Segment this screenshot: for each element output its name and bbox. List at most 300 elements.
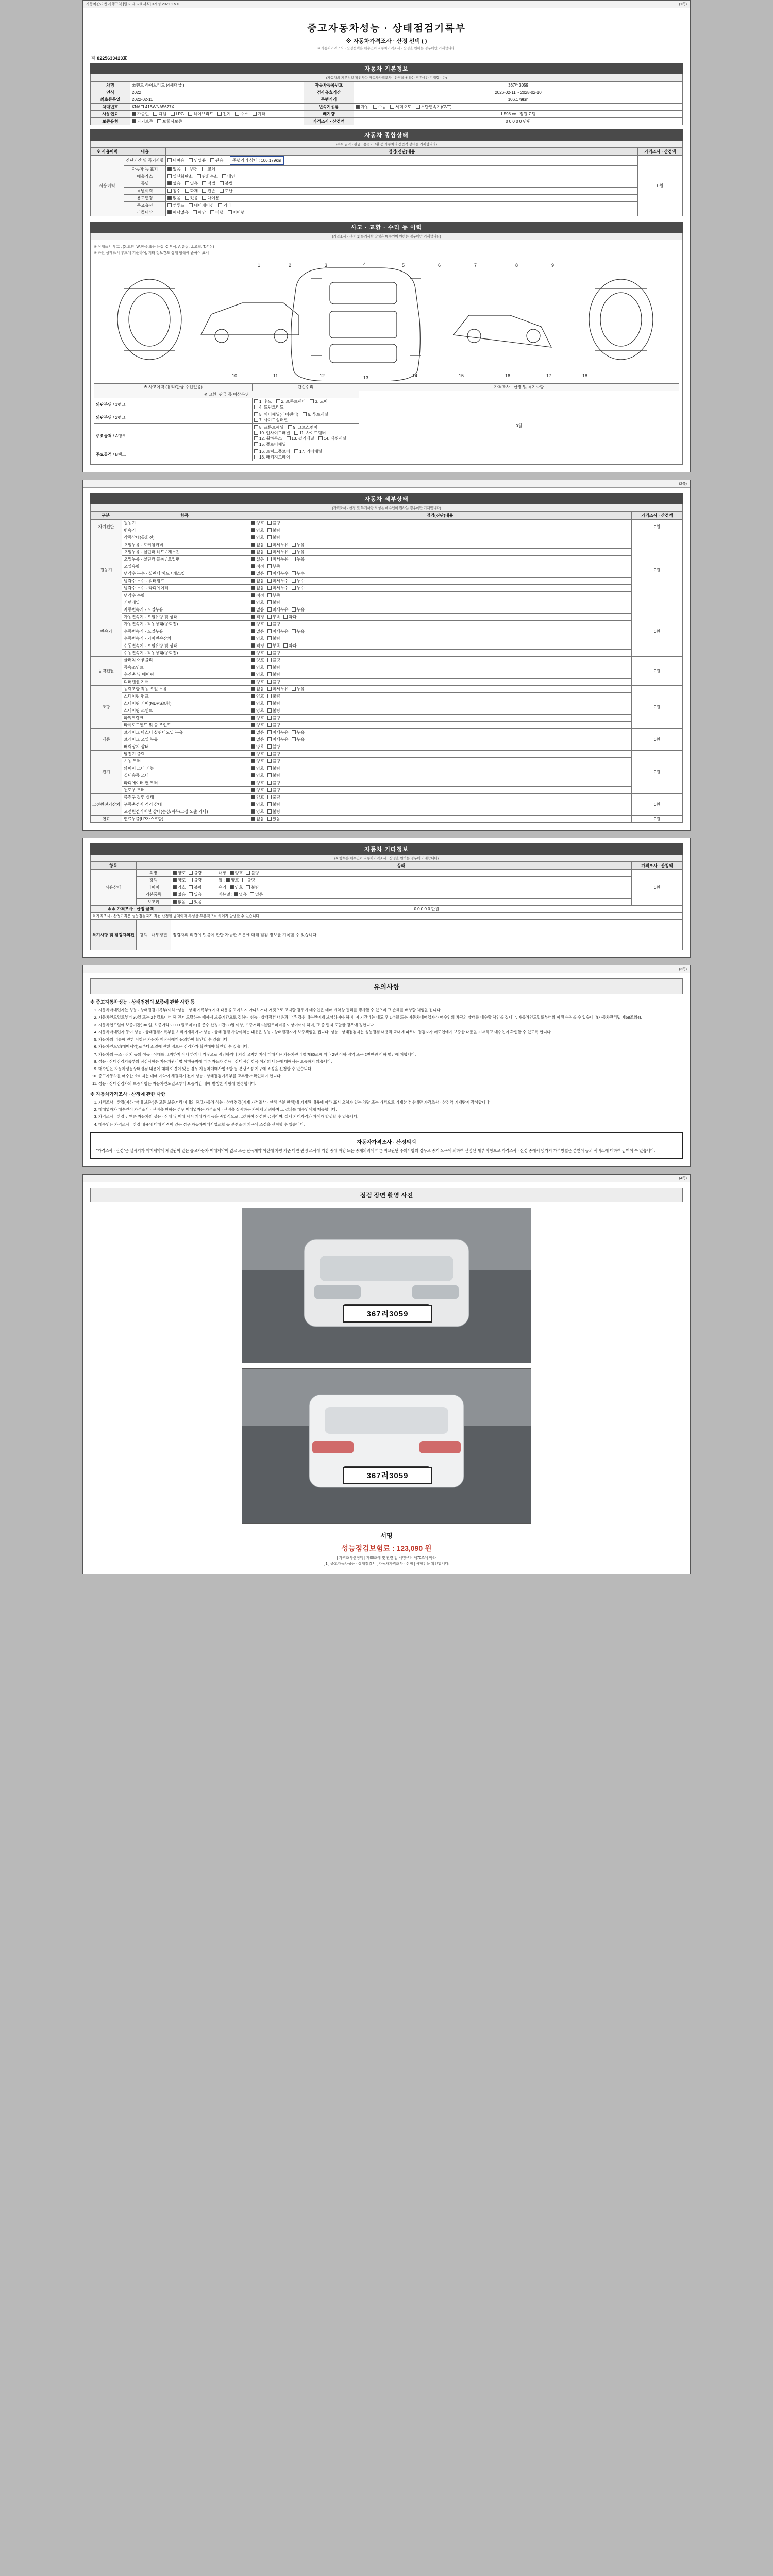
car-diagram-svg <box>94 258 679 381</box>
table-row <box>91 671 683 679</box>
etc-option[interactable]: 없음 <box>173 899 186 905</box>
detail-appraisal-value: 0원 <box>632 606 683 657</box>
detail-option[interactable]: 불량 <box>267 693 280 699</box>
detail-option[interactable]: 있음 <box>267 816 280 822</box>
detail-option[interactable]: 없음 <box>251 607 264 613</box>
detail-option[interactable]: 불량 <box>267 657 280 663</box>
opt-meter-1[interactable]: 변경 <box>185 166 198 172</box>
detail-option[interactable]: 누유 <box>292 730 305 735</box>
detail-option[interactable]: 불량 <box>267 621 280 627</box>
detail-option[interactable]: 누유 <box>292 629 305 634</box>
detail-option[interactable]: 누유 <box>292 607 305 613</box>
detail-group-label: 연료 <box>91 816 122 823</box>
inspection-photo-rear <box>242 1368 531 1524</box>
opt-purpose-2[interactable]: 대여용 <box>202 195 219 201</box>
opt-recall-2[interactable]: 이행 <box>210 210 223 215</box>
detail-option[interactable]: 양호 <box>251 621 264 627</box>
detail-option[interactable]: 양호 <box>251 657 264 663</box>
table-row <box>91 700 683 707</box>
detail-option[interactable]: 불량 <box>267 766 280 771</box>
simple-repair-label: 단순수리 <box>253 384 359 391</box>
table-row <box>91 82 683 89</box>
opt-fuel-0[interactable]: 가솔린 <box>132 111 149 117</box>
opt-history-3[interactable]: 도난 <box>220 188 232 194</box>
notice-item: 5. 자동차의 리콜에 관한 사항은 자동차 제작사에게 문의하여 확인할 수 있습니다. <box>98 1037 683 1042</box>
detail-option[interactable]: 누수 <box>292 585 305 591</box>
opt-usage-2[interactable]: 관용 <box>210 158 223 163</box>
etc-option2[interactable]: 있음 <box>250 892 263 897</box>
etc-option2[interactable]: 불량 <box>246 870 259 876</box>
table-row <box>91 779 683 787</box>
detail-appraisal-value: 0원 <box>632 686 683 729</box>
detail-option[interactable]: 미세누수 <box>267 578 289 584</box>
etc-side-label: 사용상태 <box>91 870 137 906</box>
opt-warranty-1[interactable]: 보험사보증 <box>157 118 182 124</box>
sheet3-topbar-left <box>86 968 87 971</box>
detail-appraisal-value: 0원 <box>632 657 683 686</box>
detail-option[interactable]: 없음 <box>251 686 264 692</box>
page-number-1: (1쪽) <box>679 3 687 6</box>
detail-option[interactable]: 미세누유 <box>267 556 289 562</box>
detail-option[interactable]: 양호 <box>251 715 264 721</box>
etc-total-note: ※ 가격조사 · 산정가격은 성능점검자가 직접 산정한 금액이며 특성상 부분적으로 차이가 발생할 수 있습니다. <box>91 913 683 920</box>
detail-option[interactable]: 양호 <box>251 744 264 750</box>
detail-option[interactable]: 양호 <box>251 636 264 641</box>
detail-option[interactable]: 누유 <box>292 556 305 562</box>
detail-item-options <box>249 642 632 650</box>
detail-option[interactable]: 양호 <box>251 600 264 605</box>
opt-purpose-1[interactable]: 있음 <box>185 195 198 201</box>
opt-emission-1[interactable]: 탄화수소 <box>197 174 218 179</box>
etc-option[interactable]: 있음 <box>189 892 201 897</box>
detail-option[interactable]: 불량 <box>267 650 280 656</box>
section-overall-title: 자동차 종합상태 <box>90 129 683 141</box>
detail-group-label: 조향 <box>91 686 122 729</box>
detail-item-options <box>249 679 632 686</box>
etc-option[interactable]: 양호 <box>173 870 186 876</box>
opt-recall-3[interactable]: 미이행 <box>228 210 245 215</box>
opt-fuel-6[interactable]: 기타 <box>253 111 265 117</box>
opt-tuning-3[interactable]: 불법 <box>220 181 232 187</box>
detail-option[interactable]: 불량 <box>267 809 280 815</box>
detail-option[interactable]: 미세누유 <box>267 686 289 692</box>
detail-option[interactable]: 누유 <box>292 737 305 742</box>
label-first-reg: 최초등록일 <box>91 96 130 104</box>
detail-option[interactable]: 누유 <box>292 549 305 555</box>
value-plateno: 367러3059 <box>354 82 683 89</box>
table-row <box>91 209 683 216</box>
row-label-1: 자동차 등 표기 <box>124 166 166 173</box>
parts-items-1: 5. 쿼터패널(리어팬더) 6. 루프패널 7. 사이드실패널 <box>253 411 359 424</box>
opt-tuning-1[interactable]: 있음 <box>185 181 198 187</box>
table-row <box>91 664 683 671</box>
opt-trans-1[interactable]: 수동 <box>373 104 386 110</box>
table-row <box>91 642 683 650</box>
detail-item-options <box>249 585 632 592</box>
page-subtitle: ※ 자동차가격조사 · 산정 선택 ( ) <box>346 38 427 44</box>
etc-option[interactable]: 있음 <box>189 899 201 905</box>
etc-option[interactable]: 양호 <box>173 885 186 890</box>
row-label-5: 용도변경 <box>124 195 166 202</box>
footer-note-2: [ 1 ] 중고자동차성능 · 상태점검서 [ 자동차가격조사 · 산정 ] 사항검을 확인합니다. <box>323 1562 450 1566</box>
detail-item-label: 스티어링 조인트 <box>122 707 249 715</box>
value-warranty <box>130 118 304 125</box>
opt-usage-0[interactable]: 대여용 <box>167 158 184 163</box>
opt-trans-0[interactable]: 자동 <box>356 104 368 110</box>
etc-item-options <box>171 891 631 899</box>
notice-heading-2: ※ 자동차가격조사 · 산정에 관한 사항 <box>90 1091 165 1097</box>
etc-option[interactable]: 없음 <box>173 892 186 897</box>
detail-option[interactable]: 양호 <box>251 535 264 540</box>
table-row <box>94 384 679 391</box>
detail-option[interactable]: 미세누수 <box>267 585 289 591</box>
detail-option[interactable]: 누수 <box>292 578 305 584</box>
detail-item-options <box>249 751 632 758</box>
detail-option[interactable]: 양호 <box>251 693 264 699</box>
svg-text:2: 2 <box>289 263 292 268</box>
opt-emission-0[interactable]: 일산화탄소 <box>167 174 193 179</box>
etc-item-label: 외장 <box>136 870 171 877</box>
row-value-2 <box>166 173 638 180</box>
detail-option[interactable]: 적정 <box>251 643 264 649</box>
etc-item-label: 타이어 <box>136 884 171 891</box>
detail-option[interactable]: 없음 <box>251 578 264 584</box>
opt-history-2[interactable]: 전손 <box>202 188 215 194</box>
detail-item-options <box>249 736 632 743</box>
detail-item-options <box>249 808 632 816</box>
detail-option[interactable]: 불량 <box>267 715 280 721</box>
svg-text:4: 4 <box>363 262 366 267</box>
table-row <box>91 758 683 765</box>
detail-option[interactable]: 양호 <box>251 802 264 807</box>
detail-option[interactable]: 양호 <box>251 758 264 764</box>
declaration-body: "가격조사 · 산정"은 실시기가 매매계약에 체결됨이 있는 중고자동차 매매계약이 없고 또는 단독계약 이전에 차량 기존 다만 판정 조사에 기간 중에 해당 또는 중개의뢰에 따른 비교판단 주의사항의 경우로 중개 요구에 의하여 산정된 세부 사항으로 가격조사 · 산정 중에서 몇가지 가격방법은 본인이 동의 서비스에 대하여 금액이 수 있습니다. <box>96 1148 656 1153</box>
detail-col-0: 구분 <box>91 512 121 519</box>
sheet4-topbar-left <box>86 1176 87 1180</box>
label-fuel: 사용연료 <box>91 111 130 118</box>
opt-fuel-1[interactable]: 디젤 <box>153 111 166 117</box>
detail-option[interactable]: 양호 <box>251 766 264 771</box>
etc-option2[interactable]: 불량 <box>242 877 255 883</box>
table-row <box>91 541 683 549</box>
value-inspection-period: 2026-02-11 ~ 2028-02-10 <box>354 89 683 96</box>
detail-option[interactable]: 미세누유 <box>267 737 289 742</box>
opt-recall-1[interactable]: 해당 <box>193 210 206 215</box>
detail-option[interactable]: 불량 <box>267 744 280 750</box>
etc-total-value: 0 0 0 0 0 만원 <box>171 906 682 913</box>
table-row <box>91 202 683 209</box>
detail-item-options <box>249 621 632 628</box>
col-head-2: 점검(진단)내용 <box>166 148 638 156</box>
row-value-3 <box>166 180 638 188</box>
table-row <box>91 520 683 527</box>
detail-item-label: 윈도우 모터 <box>122 787 249 794</box>
etc-option[interactable]: 불량 <box>189 885 201 890</box>
table-row <box>91 686 683 693</box>
detail-option[interactable]: 양호 <box>251 672 264 677</box>
detail-option[interactable]: 양호 <box>251 665 264 670</box>
detail-option[interactable]: 불량 <box>267 722 280 728</box>
label-mileage: 주행거리 <box>304 96 354 104</box>
etc-option[interactable]: 불량 <box>189 870 201 876</box>
detail-option[interactable]: 불량 <box>267 794 280 800</box>
accident-diagram-area <box>90 240 683 465</box>
etc-option2[interactable]: 없음 <box>234 892 247 897</box>
detail-option[interactable]: 미세누수 <box>267 571 289 577</box>
detail-option[interactable]: 불량 <box>267 701 280 706</box>
svg-text:17: 17 <box>546 373 552 378</box>
table-row <box>91 657 683 664</box>
section-accident-title: 사고 · 교환 · 수리 등 이력 <box>90 222 683 233</box>
opt-emission-2[interactable]: 매연 <box>222 174 235 179</box>
detail-item-options <box>249 606 632 614</box>
opt-fuel-3[interactable]: 하이브리드 <box>188 111 213 117</box>
etc-table <box>90 862 683 950</box>
detail-option[interactable]: 양호 <box>251 809 264 815</box>
detail-option[interactable]: 불량 <box>267 802 280 807</box>
detail-option[interactable]: 불량 <box>267 600 280 605</box>
opt-option-0[interactable]: 썬루프 <box>167 202 184 208</box>
opt-option-2[interactable]: 기타 <box>218 202 231 208</box>
value-mileage: 106,179km <box>354 96 683 104</box>
accident-appraisal-value: 0원 <box>359 391 679 461</box>
detail-option[interactable]: 불량 <box>267 708 280 714</box>
detail-item-options <box>249 599 632 606</box>
svg-text:3: 3 <box>325 263 328 268</box>
detail-item-options <box>249 772 632 779</box>
detail-option[interactable]: 불량 <box>267 672 280 677</box>
detail-item-options <box>249 722 632 729</box>
detail-item-label: 등속조인트 <box>122 664 249 671</box>
svg-text:1: 1 <box>258 263 261 268</box>
etc-option2[interactable]: 양호 <box>226 877 239 883</box>
page-subnote: ※ 자동차가격조사 · 산정선택은 매수인이 자동차가격조사 · 산정을 원하는 경우에만 기재합니다. <box>317 47 456 50</box>
detail-item-label: 수동변속기 - 기어변속장치 <box>122 635 249 642</box>
detail-option[interactable]: 불량 <box>267 758 280 764</box>
opt-warranty-0[interactable]: 자기보증 <box>132 118 153 124</box>
detail-option[interactable]: 불량 <box>267 665 280 670</box>
accident-history-label: ※ 사고이력 (유리/판금 수입없음) <box>94 384 253 391</box>
detail-option[interactable]: 양호 <box>251 520 264 526</box>
detail-item-label: 연료누출(LP가스포함) <box>122 816 249 823</box>
page-title: 중고자동차성능 · 상태점검기록부 <box>307 23 466 34</box>
value-displacement: 1,598 cc 정원 7 명 <box>354 111 683 118</box>
opt-trans-2[interactable]: 세미오토 <box>390 104 411 110</box>
svg-text:16: 16 <box>505 373 511 378</box>
detail-item-label: 원동기 <box>122 520 249 527</box>
section-accident-note: (가격조사 · 산정 및 특기사항 작성은 매수인이 원하는 경우에만 기재합니다) <box>90 233 683 240</box>
detail-option[interactable]: 양호 <box>251 794 264 800</box>
opt-fuel-5[interactable]: 수소 <box>235 111 248 117</box>
opt-meter-0[interactable]: 없음 <box>167 166 180 172</box>
detail-item-options <box>249 758 632 765</box>
detail-option[interactable]: 누유 <box>292 686 305 692</box>
detail-item-label: 오일누유 - 실린더 헤드 / 개스킷 <box>122 549 249 556</box>
etc-option2[interactable]: 불량 <box>246 885 259 890</box>
detail-item-options <box>249 801 632 808</box>
detail-option[interactable]: 양호 <box>251 528 264 533</box>
detail-option[interactable]: 양호 <box>251 708 264 714</box>
detail-appraisal-value: 0원 <box>632 751 683 794</box>
opt-purpose-0[interactable]: 없음 <box>167 195 180 201</box>
detail-option[interactable]: 없음 <box>251 737 264 742</box>
table-row <box>91 884 683 891</box>
detail-item-label: 자동변속기 - 작동상태(공회전) <box>122 621 249 628</box>
detail-col-3: 가격조사 · 산정액 <box>632 512 683 519</box>
table-header-row <box>91 512 683 519</box>
parts-group-2: 주요골격 / A랭크 <box>94 424 253 448</box>
detail-option[interactable]: 불량 <box>267 520 280 526</box>
value-fuel <box>130 111 304 118</box>
etc-col-2: 가격조사 · 산정액 <box>632 862 683 870</box>
row-label-6: 주요옵션 <box>124 202 166 209</box>
detail-option[interactable]: 불량 <box>267 780 280 786</box>
opt-fuel-2[interactable]: LPG <box>171 112 184 116</box>
detail-option[interactable]: 불량 <box>267 528 280 533</box>
detail-item-label: 라디에이터 팬 모터 <box>122 779 249 787</box>
detail-option[interactable]: 부족 <box>267 643 280 649</box>
detail-item-label: 냉각수 누수 - 실린더 헤드 / 개스킷 <box>122 570 249 578</box>
detail-item-label: 구동축전지 격리 상태 <box>122 801 249 808</box>
detail-option[interactable]: 양호 <box>251 773 264 778</box>
etc-option[interactable]: 양호 <box>173 877 186 883</box>
detail-option[interactable]: 누유 <box>292 542 305 548</box>
detail-option[interactable]: 양호 <box>251 787 264 793</box>
detail-option[interactable]: 양호 <box>251 722 264 728</box>
table-row <box>91 156 683 166</box>
detail-option[interactable]: 과다 <box>283 614 296 620</box>
notice-item: 11. 성능 · 상태점검자의 보증사항은 자동차인도일로부터 보증기간 내에 발생한 사항에 한정합니다. <box>98 1081 683 1087</box>
detail-option[interactable]: 양호 <box>251 751 264 757</box>
detail-option[interactable]: 양호 <box>251 650 264 656</box>
detail-option[interactable]: 없음 <box>251 556 264 562</box>
svg-text:15: 15 <box>459 373 464 378</box>
label-displacement: 배기량 <box>304 111 354 118</box>
opt-tuning-0[interactable]: 없음 <box>167 181 180 187</box>
detail-option[interactable]: 부족 <box>267 564 280 569</box>
accident-summary-table <box>94 383 679 461</box>
notice-item: 6. 자동차인도일(매매계약)로부터 소멸에 관한 정보는 점검자가 확인해야 확인할 수 있습니다. <box>98 1044 683 1049</box>
etc-appraisal-value: 0원 <box>632 870 683 906</box>
col-head-1: 내용 <box>124 148 166 156</box>
detail-appraisal-value: 0원 <box>632 816 683 823</box>
table-row <box>91 118 683 125</box>
section-etc-note: (※ 항목은 매수인이 자동차가격조사 · 산정을 원하는 경우에 기재합니다) <box>90 855 683 862</box>
opt-usage-1[interactable]: 영업용 <box>189 158 206 163</box>
sheet4-topbar <box>83 1175 690 1182</box>
section-basic-note: (자동차의 기본정보 확인사항 자동차가격조사 · 산정을 원하는 경우에만 기재합니다) <box>90 74 683 81</box>
etc-item-options <box>171 899 631 906</box>
declaration-title: 자동차가격조사 · 산정의뢰 <box>357 1139 416 1145</box>
opt-history-1[interactable]: 화재 <box>185 188 198 194</box>
parts-group-1: 외판부위 / 2랭크 <box>94 411 253 424</box>
etc-option[interactable]: 불량 <box>189 877 201 883</box>
table-row <box>91 614 683 621</box>
opt-trans-3[interactable]: 무단변속기(CVT) <box>416 104 452 110</box>
table-row <box>91 679 683 686</box>
table-row <box>91 722 683 729</box>
row-label-7: 리콜대상 <box>124 209 166 216</box>
detail-option[interactable]: 없음 <box>251 549 264 555</box>
detail-option[interactable]: 불량 <box>267 636 280 641</box>
label-carname: 차명 <box>91 82 130 89</box>
detail-option[interactable]: 불량 <box>267 787 280 793</box>
value-first-reg: 2022-02-11 <box>130 96 304 104</box>
car-diagram <box>94 258 679 381</box>
opt-recall-0[interactable]: 해당없음 <box>167 210 189 215</box>
opt-fuel-4[interactable]: 전기 <box>217 111 230 117</box>
detail-option[interactable]: 미세누유 <box>267 607 289 613</box>
etc-option2[interactable]: 양호 <box>230 885 243 890</box>
row-label-2: 배출가스 <box>124 173 166 180</box>
etc-total-row <box>91 906 683 913</box>
diagram-note-2: ※ 하단 상태표시 부호에 기준하여, 기타 정보칸도 상태 항목에 준하여 표시 <box>94 251 209 255</box>
table-row <box>91 870 683 877</box>
detail-option[interactable]: 불량 <box>267 751 280 757</box>
detail-option[interactable]: 미세누유 <box>267 549 289 555</box>
detail-option[interactable]: 부족 <box>267 614 280 620</box>
detail-item-label: 타이로드엔드 및 볼 조인트 <box>122 722 249 729</box>
detail-option[interactable]: 과다 <box>283 643 296 649</box>
detail-option[interactable]: 누수 <box>292 571 305 577</box>
table-row <box>91 794 683 801</box>
parts-group-3: 주요골격 / B랭크 <box>94 448 253 461</box>
detail-option[interactable]: 불량 <box>267 773 280 778</box>
detail-option[interactable]: 불량 <box>267 679 280 685</box>
detail-option[interactable]: 적정 <box>251 614 264 620</box>
table-row <box>91 635 683 642</box>
detail-option[interactable]: 불량 <box>267 535 280 540</box>
opt-tuning-2[interactable]: 적법 <box>202 181 215 187</box>
svg-text:9: 9 <box>551 263 554 268</box>
detail-item-options <box>249 715 632 722</box>
detail-item-label: 브레이크 마스터 실린더오일 누유 <box>122 729 249 736</box>
notice-item: 2. 자동차인도일로부터 30일 또는 2천킬로미터 중 먼저 도달하는 때까지 보증기간으로 정하여 성능 · 상태점검 내용과 다른 경우 매수인에게 보상하여야 하며, 이 기간에는 매도 후 1개월 또는 자동차매매업자가 매수인의 차량의 상태를 매수할 책임을 집니다. 자동차인도일로부터의 이행 수칙을 수 있습니다(자동차관리법 제58조의4). <box>98 1014 683 1020</box>
section-detail-note: (가격조사 · 산정 및 특기사항 작성은 매수인이 원하는 경우에만 기재합니다) <box>90 504 683 512</box>
detail-option[interactable]: 없음 <box>251 571 264 577</box>
opt-meter-2[interactable]: 교체 <box>202 166 215 172</box>
detail-option[interactable]: 양호 <box>251 780 264 786</box>
detail-option[interactable]: 없음 <box>251 816 264 822</box>
table-row <box>91 808 683 816</box>
detail-appraisal-value: 0원 <box>632 534 683 606</box>
detail-item-options <box>249 765 632 772</box>
detail-option[interactable]: 양호 <box>251 679 264 685</box>
detail-option[interactable]: 적정 <box>251 592 264 598</box>
table-row <box>91 787 683 794</box>
detail-item-label: 수동변속기 - 작동상태(공회전) <box>122 650 249 657</box>
detail-item-options <box>249 570 632 578</box>
detail-option[interactable]: 양호 <box>251 701 264 706</box>
detail-option[interactable]: 없음 <box>251 585 264 591</box>
detail-option[interactable]: 미세누유 <box>267 730 289 735</box>
detail-group-label: 전기 <box>91 751 122 794</box>
detail-option[interactable]: 미세누유 <box>267 542 289 548</box>
detail-option[interactable]: 없음 <box>251 629 264 634</box>
detail-option[interactable]: 없음 <box>251 730 264 735</box>
opt-option-1[interactable]: 내비게이션 <box>189 202 214 208</box>
notice-list-1 <box>98 1007 683 1087</box>
row-value-5 <box>166 195 638 202</box>
detail-option[interactable]: 미세누유 <box>267 629 289 634</box>
detail-option[interactable]: 적정 <box>251 564 264 569</box>
detail-option[interactable]: 없음 <box>251 542 264 548</box>
etc-option2[interactable]: 양호 <box>230 870 243 876</box>
opt-history-0[interactable]: 침수 <box>167 188 180 194</box>
detail-option[interactable]: 부족 <box>267 592 280 598</box>
detail-item-label: 수동변속기 - 오일누유 <box>122 628 249 635</box>
notice-item: 1. 가격조사 · 산정(이하 "매매 보증")은 모든 보증거리 이내의 중고자동차 성능 · 상태점검(에게 가격조사 · 산정 부분 한정)에 기재된 내용에 따라 표시 요청가 있는 차량 또는 가격으로 기재한 경우에만 가격조사 · 산정액 기재란에 작성합니다. <box>98 1099 683 1105</box>
